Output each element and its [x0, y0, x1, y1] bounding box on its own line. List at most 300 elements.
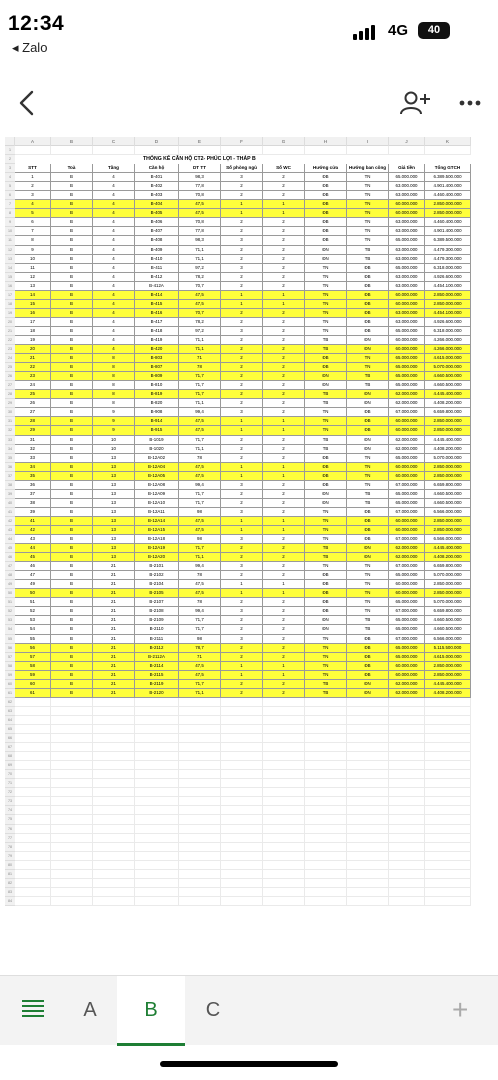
table-cell[interactable]: B-915	[135, 426, 179, 435]
table-cell[interactable]: 1	[221, 300, 263, 309]
table-cell[interactable]: 2	[221, 598, 263, 607]
table-cell[interactable]: 34	[15, 463, 51, 472]
table-cell[interactable]: 71,1	[179, 689, 221, 698]
cell[interactable]	[263, 897, 305, 906]
table-cell[interactable]: 47,5	[179, 589, 221, 598]
table-cell[interactable]: B-404	[135, 200, 179, 209]
empty-row[interactable]	[15, 779, 493, 788]
table-row[interactable]	[15, 426, 493, 435]
row-number[interactable]: 49	[5, 580, 15, 589]
cell[interactable]	[93, 698, 135, 707]
table-cell[interactable]: 2.850.000.000	[425, 589, 471, 598]
cell[interactable]	[425, 761, 471, 770]
table-cell[interactable]: 47,5	[179, 300, 221, 309]
table-cell[interactable]: 98	[179, 535, 221, 544]
table-cell[interactable]: TB	[305, 680, 347, 689]
cell[interactable]	[179, 870, 221, 879]
cell[interactable]	[221, 879, 263, 888]
cell[interactable]	[93, 852, 135, 861]
table-cell[interactable]: TN	[305, 417, 347, 426]
table-cell[interactable]: 2.850.000.000	[425, 662, 471, 671]
table-cell[interactable]: B-410	[135, 255, 179, 264]
table-cell[interactable]: 2.850.000.000	[425, 426, 471, 435]
table-cell[interactable]: 2	[221, 336, 263, 345]
table-cell[interactable]: B-914	[135, 417, 179, 426]
table-cell[interactable]: 71,7	[179, 499, 221, 508]
cell[interactable]	[389, 761, 425, 770]
empty-row[interactable]	[15, 797, 493, 806]
row-number[interactable]: 37	[5, 472, 15, 481]
table-cell[interactable]: B-412	[135, 273, 179, 282]
table-cell[interactable]: 2	[263, 408, 305, 417]
table-cell[interactable]: 60.000.000	[389, 662, 425, 671]
table-cell[interactable]: ĐN	[347, 445, 389, 454]
table-cell[interactable]: ĐB	[347, 264, 389, 273]
empty-row[interactable]	[15, 825, 493, 834]
cell[interactable]	[93, 888, 135, 897]
table-row[interactable]	[15, 146, 493, 155]
row-number[interactable]: 22	[5, 336, 15, 345]
table-cell[interactable]: B-2101	[135, 562, 179, 571]
column-header[interactable]: Tầng	[93, 164, 135, 173]
table-cell[interactable]: 4.615.000.000	[425, 653, 471, 662]
row-number[interactable]: 79	[5, 852, 15, 861]
cell[interactable]	[221, 707, 263, 716]
cell[interactable]	[15, 797, 51, 806]
table-cell[interactable]: ĐB	[347, 417, 389, 426]
table-cell[interactable]: 21	[93, 616, 135, 625]
cell[interactable]	[425, 825, 471, 834]
table-cell[interactable]: B-803	[135, 354, 179, 363]
cell[interactable]	[93, 834, 135, 843]
table-cell[interactable]: 21	[93, 625, 135, 634]
table-cell[interactable]: 3	[221, 562, 263, 571]
table-cell[interactable]: B-2110	[135, 625, 179, 634]
table-cell[interactable]: B-2112	[135, 644, 179, 653]
table-cell[interactable]: TB	[347, 255, 389, 264]
table-row[interactable]	[15, 345, 493, 354]
table-cell[interactable]: 1	[263, 526, 305, 535]
table-cell[interactable]: 2	[263, 481, 305, 490]
table-cell[interactable]: TN	[305, 264, 347, 273]
table-cell[interactable]: 15	[15, 300, 51, 309]
table-cell[interactable]: 62.000.000	[389, 689, 425, 698]
table-row[interactable]	[15, 544, 493, 553]
cell[interactable]	[93, 734, 135, 743]
cell[interactable]	[15, 825, 51, 834]
table-row[interactable]	[15, 408, 493, 417]
cell[interactable]	[347, 888, 389, 897]
empty-row[interactable]	[15, 725, 493, 734]
table-cell[interactable]: 1	[263, 517, 305, 526]
table-cell[interactable]: ĐB	[347, 309, 389, 318]
cell[interactable]	[263, 879, 305, 888]
table-cell[interactable]: 71,1	[179, 445, 221, 454]
cell[interactable]	[135, 734, 179, 743]
table-cell[interactable]: 2	[221, 227, 263, 236]
cell[interactable]	[179, 716, 221, 725]
table-cell[interactable]: 21	[93, 635, 135, 644]
table-cell[interactable]: 1	[263, 671, 305, 680]
table-cell[interactable]: 71,1	[179, 553, 221, 562]
cell[interactable]	[15, 698, 51, 707]
row-number[interactable]: 15	[5, 273, 15, 282]
table-cell[interactable]: 9	[93, 426, 135, 435]
table-cell[interactable]: 99,4	[179, 408, 221, 417]
table-cell[interactable]: 8	[93, 372, 135, 381]
table-cell[interactable]: ĐB	[305, 472, 347, 481]
table-cell[interactable]: 4.445.400.000	[425, 680, 471, 689]
row-number[interactable]: 53	[5, 616, 15, 625]
table-cell[interactable]: B	[51, 273, 93, 282]
table-cell[interactable]: 2	[221, 246, 263, 255]
cell[interactable]	[51, 879, 93, 888]
cell[interactable]	[221, 852, 263, 861]
table-cell[interactable]: TB	[305, 390, 347, 399]
empty-row[interactable]	[15, 770, 493, 779]
table-cell[interactable]: 14	[15, 291, 51, 300]
cell[interactable]	[347, 788, 389, 797]
table-row[interactable]	[15, 354, 493, 363]
table-cell[interactable]: 4.926.600.000	[425, 318, 471, 327]
table-cell[interactable]: 63.000.000	[389, 309, 425, 318]
cell[interactable]	[93, 725, 135, 734]
table-row[interactable]	[15, 571, 493, 580]
table-cell[interactable]: 63.000.000	[389, 255, 425, 264]
table-cell[interactable]: 13	[93, 544, 135, 553]
table-cell[interactable]: 47,5	[179, 526, 221, 535]
table-cell[interactable]: TN	[347, 209, 389, 218]
table-cell[interactable]: 62.000.000	[389, 544, 425, 553]
table-cell[interactable]: 5	[15, 209, 51, 218]
cell[interactable]	[15, 843, 51, 852]
table-cell[interactable]: 2.850.000.000	[425, 209, 471, 218]
sheet-tab-b[interactable]: B	[117, 976, 185, 1046]
table-cell[interactable]: 63.000.000	[389, 282, 425, 291]
table-cell[interactable]: 47,5	[179, 426, 221, 435]
table-cell[interactable]: ĐN	[305, 255, 347, 264]
table-cell[interactable]: 13	[93, 553, 135, 562]
table-cell[interactable]: TB	[347, 246, 389, 255]
cell[interactable]	[93, 815, 135, 824]
table-cell[interactable]: 2	[221, 544, 263, 553]
table-cell[interactable]: ĐN	[305, 246, 347, 255]
table-cell[interactable]: B-810	[135, 381, 179, 390]
table-cell[interactable]: 2.850.000.000	[425, 200, 471, 209]
table-cell[interactable]: 1	[221, 671, 263, 680]
table-cell[interactable]: ĐB	[347, 327, 389, 336]
table-cell[interactable]: 13	[93, 490, 135, 499]
table-cell[interactable]: 47,5	[179, 209, 221, 218]
table-cell[interactable]: 8	[93, 354, 135, 363]
empty-row[interactable]	[15, 707, 493, 716]
table-cell[interactable]: TN	[305, 282, 347, 291]
cell[interactable]	[135, 725, 179, 734]
table-cell[interactable]: B	[51, 508, 93, 517]
table-cell[interactable]: 21	[93, 671, 135, 680]
cell[interactable]	[263, 861, 305, 870]
table-cell[interactable]: ĐN	[305, 499, 347, 508]
table-row[interactable]	[15, 481, 493, 490]
table-cell[interactable]: TB	[305, 336, 347, 345]
table-cell[interactable]: 4.445.400.000	[425, 390, 471, 399]
cell[interactable]	[305, 752, 347, 761]
cell[interactable]	[389, 743, 425, 752]
row-number[interactable]: 19	[5, 309, 15, 318]
cell[interactable]	[347, 825, 389, 834]
cell[interactable]	[425, 870, 471, 879]
table-cell[interactable]: TN	[347, 463, 389, 472]
table-cell[interactable]: B	[51, 318, 93, 327]
table-cell[interactable]: 47,5	[179, 517, 221, 526]
row-number[interactable]: 10	[5, 227, 15, 236]
column-letter-g[interactable]: G	[263, 137, 305, 146]
cell[interactable]	[389, 843, 425, 852]
table-cell[interactable]: 5.070.000.000	[425, 454, 471, 463]
cell[interactable]	[179, 825, 221, 834]
table-cell[interactable]: B-12A20	[135, 553, 179, 562]
table-cell[interactable]: 1	[221, 472, 263, 481]
cell[interactable]	[179, 879, 221, 888]
table-cell[interactable]: ĐB	[305, 209, 347, 218]
table-cell[interactable]: 13	[93, 499, 135, 508]
table-cell[interactable]: 8	[93, 363, 135, 372]
cell[interactable]	[15, 861, 51, 870]
table-cell[interactable]: 8	[15, 236, 51, 245]
table-cell[interactable]: ĐB	[347, 526, 389, 535]
title-row[interactable]	[15, 155, 493, 164]
table-row[interactable]	[15, 191, 493, 200]
table-cell[interactable]: B	[51, 264, 93, 273]
cell[interactable]	[221, 734, 263, 743]
column-letter-a[interactable]: A	[15, 137, 51, 146]
table-row[interactable]	[15, 236, 493, 245]
table-cell[interactable]: 2	[221, 381, 263, 390]
table-cell[interactable]: 6.659.800.000	[425, 408, 471, 417]
row-number[interactable]: 84	[5, 897, 15, 906]
column-header[interactable]: Hướng ban công	[347, 164, 389, 173]
table-cell[interactable]: B-405	[135, 209, 179, 218]
table-cell[interactable]: 4.408.200.000	[425, 553, 471, 562]
table-cell[interactable]: 2	[221, 490, 263, 499]
table-cell[interactable]: TN	[305, 327, 347, 336]
cell[interactable]	[221, 788, 263, 797]
cell[interactable]	[263, 761, 305, 770]
cell[interactable]	[305, 843, 347, 852]
table-cell[interactable]: ĐN	[347, 680, 389, 689]
row-number[interactable]: 18	[5, 300, 15, 309]
table-cell[interactable]: B	[51, 372, 93, 381]
cell[interactable]	[389, 888, 425, 897]
cell[interactable]	[425, 843, 471, 852]
cell[interactable]	[135, 879, 179, 888]
table-cell[interactable]: ĐB	[305, 571, 347, 580]
row-number[interactable]: 24	[5, 354, 15, 363]
row-number[interactable]: 56	[5, 644, 15, 653]
row-number[interactable]: 4	[5, 173, 15, 182]
cell[interactable]	[179, 752, 221, 761]
table-cell[interactable]: 28	[15, 417, 51, 426]
cell[interactable]	[51, 146, 93, 155]
row-number[interactable]: 82	[5, 879, 15, 888]
table-cell[interactable]: 77,8	[179, 182, 221, 191]
table-cell[interactable]: 26	[15, 399, 51, 408]
table-cell[interactable]: 70,8	[179, 191, 221, 200]
table-cell[interactable]: 4.615.000.000	[425, 354, 471, 363]
cell[interactable]	[51, 743, 93, 752]
table-cell[interactable]: TB	[305, 544, 347, 553]
table-cell[interactable]: B	[51, 616, 93, 625]
table-cell[interactable]: B-407	[135, 227, 179, 236]
empty-row[interactable]	[15, 806, 493, 815]
table-cell[interactable]: TN	[305, 526, 347, 535]
table-cell[interactable]: 65.000.000	[389, 490, 425, 499]
table-cell[interactable]: 60.000.000	[389, 580, 425, 589]
empty-row[interactable]	[15, 852, 493, 861]
table-cell[interactable]: ĐB	[305, 200, 347, 209]
table-cell[interactable]: 13	[93, 517, 135, 526]
cell[interactable]	[15, 146, 51, 155]
row-number[interactable]: 5	[5, 182, 15, 191]
table-cell[interactable]: 63.000.000	[389, 218, 425, 227]
table-cell[interactable]: 78,2	[179, 273, 221, 282]
cell[interactable]	[305, 879, 347, 888]
cell[interactable]	[263, 888, 305, 897]
table-row[interactable]	[15, 625, 493, 634]
table-cell[interactable]: 71,7	[179, 625, 221, 634]
table-cell[interactable]: 1	[263, 589, 305, 598]
cell[interactable]	[347, 852, 389, 861]
table-cell[interactable]: B-2115	[135, 671, 179, 680]
table-cell[interactable]: 65.000.000	[389, 616, 425, 625]
add-sheet-button[interactable]: +	[452, 994, 469, 1025]
cell[interactable]	[305, 825, 347, 834]
table-cell[interactable]: 71,7	[179, 616, 221, 625]
cell[interactable]	[389, 734, 425, 743]
table-cell[interactable]: 60.000.000	[389, 526, 425, 535]
row-number[interactable]: 30	[5, 408, 15, 417]
cell[interactable]	[221, 752, 263, 761]
table-cell[interactable]: 4	[93, 246, 135, 255]
cell[interactable]	[179, 843, 221, 852]
table-cell[interactable]: 32	[15, 445, 51, 454]
table-cell[interactable]: 6.659.800.000	[425, 607, 471, 616]
cell[interactable]	[221, 825, 263, 834]
table-cell[interactable]: 7	[15, 227, 51, 236]
row-number[interactable]: 51	[5, 598, 15, 607]
table-cell[interactable]: ĐB	[347, 644, 389, 653]
table-cell[interactable]: TN	[347, 607, 389, 616]
cell[interactable]	[305, 725, 347, 734]
table-cell[interactable]: 99,4	[179, 481, 221, 490]
cell[interactable]	[135, 870, 179, 879]
table-cell[interactable]: ĐB	[305, 580, 347, 589]
table-cell[interactable]: 4	[93, 236, 135, 245]
table-row[interactable]	[15, 300, 493, 309]
table-cell[interactable]: 24	[15, 381, 51, 390]
table-cell[interactable]: 21	[93, 571, 135, 580]
cell[interactable]	[347, 734, 389, 743]
row-number[interactable]: 57	[5, 653, 15, 662]
cell[interactable]	[347, 707, 389, 716]
cell[interactable]	[389, 788, 425, 797]
table-cell[interactable]: 20	[15, 345, 51, 354]
table-cell[interactable]: ĐB	[305, 454, 347, 463]
cell[interactable]	[347, 897, 389, 906]
table-cell[interactable]: 60.000.000	[389, 463, 425, 472]
table-cell[interactable]: 2	[221, 616, 263, 625]
cell[interactable]	[15, 707, 51, 716]
column-header[interactable]: Hướng cửa	[305, 164, 347, 173]
table-cell[interactable]: 1	[221, 200, 263, 209]
cell[interactable]	[51, 870, 93, 879]
cell[interactable]	[51, 779, 93, 788]
table-cell[interactable]: 25	[15, 390, 51, 399]
table-cell[interactable]: ĐB	[347, 662, 389, 671]
table-cell[interactable]: 2.850.000.000	[425, 580, 471, 589]
cell[interactable]	[263, 825, 305, 834]
row-number[interactable]: 67	[5, 743, 15, 752]
column-header[interactable]: Số phòng ngủ	[221, 164, 263, 173]
table-cell[interactable]: 2	[263, 363, 305, 372]
table-cell[interactable]: TB	[347, 381, 389, 390]
table-cell[interactable]: 57	[15, 653, 51, 662]
table-cell[interactable]: 47	[15, 571, 51, 580]
table-cell[interactable]: 1	[263, 291, 305, 300]
cell[interactable]	[347, 716, 389, 725]
table-cell[interactable]: 2	[263, 381, 305, 390]
cell[interactable]	[347, 146, 389, 155]
table-cell[interactable]: ĐB	[305, 463, 347, 472]
table-cell[interactable]: B	[51, 589, 93, 598]
table-cell[interactable]: 71,7	[179, 381, 221, 390]
table-cell[interactable]: B-12A10	[135, 499, 179, 508]
table-cell[interactable]: 78,2	[179, 318, 221, 327]
cell[interactable]	[93, 716, 135, 725]
cell[interactable]	[263, 870, 305, 879]
cell[interactable]	[93, 870, 135, 879]
cell[interactable]	[305, 779, 347, 788]
table-cell[interactable]: 1	[221, 526, 263, 535]
cell[interactable]	[135, 770, 179, 779]
table-cell[interactable]: 2	[263, 445, 305, 454]
table-cell[interactable]: 58	[15, 662, 51, 671]
table-row[interactable]	[15, 227, 493, 236]
table-cell[interactable]: ĐB	[347, 291, 389, 300]
cell[interactable]	[305, 146, 347, 155]
table-cell[interactable]: 2	[263, 607, 305, 616]
cell[interactable]	[221, 770, 263, 779]
table-cell[interactable]: 13	[93, 472, 135, 481]
row-number[interactable]: 55	[5, 635, 15, 644]
cell[interactable]	[51, 861, 93, 870]
table-cell[interactable]: 67.000.000	[389, 607, 425, 616]
table-row[interactable]	[15, 318, 493, 327]
table-row[interactable]	[15, 598, 493, 607]
table-cell[interactable]: B	[51, 173, 93, 182]
table-cell[interactable]: 2.850.000.000	[425, 472, 471, 481]
table-cell[interactable]: B	[51, 499, 93, 508]
table-cell[interactable]: ĐB	[305, 173, 347, 182]
table-cell[interactable]: 2	[263, 508, 305, 517]
table-cell[interactable]: 13	[93, 508, 135, 517]
table-row[interactable]	[15, 445, 493, 454]
table-cell[interactable]: 2	[263, 372, 305, 381]
row-number[interactable]: 7	[5, 200, 15, 209]
table-cell[interactable]: 5.115.500.000	[425, 644, 471, 653]
table-cell[interactable]: 2.850.000.000	[425, 291, 471, 300]
table-cell[interactable]: 4.660.500.000	[425, 490, 471, 499]
